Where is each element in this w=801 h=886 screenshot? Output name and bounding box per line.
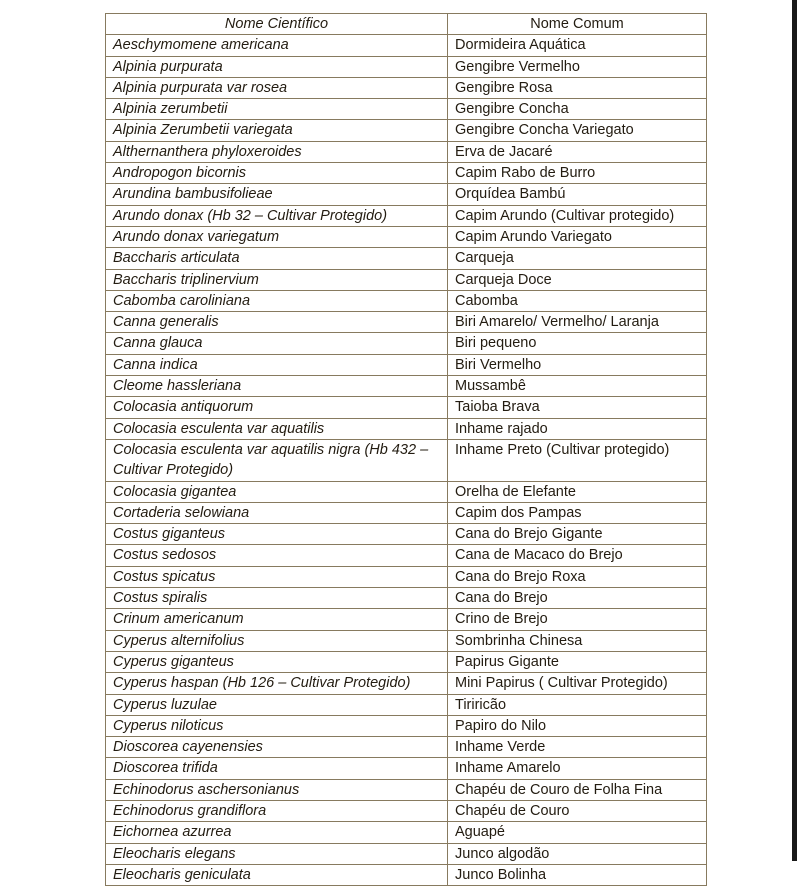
common-name-cell: Capim Rabo de Burro [448,163,707,184]
scientific-name-cell: Echinodorus aschersonianus [106,779,448,800]
table-row [106,864,707,885]
table-row [106,248,707,269]
scientific-name-cell: Alpinia purpurata [106,56,448,77]
scientific-name-cell: Cortaderia selowiana [106,502,448,523]
table-row [106,588,707,609]
common-name-cell: Cana do Brejo [448,588,707,609]
common-name-cell: Gengibre Rosa [448,77,707,98]
common-name-cell: Sombrinha Chinesa [448,630,707,651]
table-row [106,397,707,418]
scientific-name-cell: Cyperus niloticus [106,715,448,736]
table-row [106,737,707,758]
scientific-name-cell: Andropogon bicornis [106,163,448,184]
common-name-cell: Tiriricão [448,694,707,715]
scientific-name-cell: Crinum americanum [106,609,448,630]
common-name-cell: Capim Arundo Variegato [448,226,707,247]
table-row [106,418,707,439]
common-name-cell: Mussambê [448,376,707,397]
scientific-name-cell: Costus sedosos [106,545,448,566]
common-name-cell: Biri Vermelho [448,354,707,375]
page-edge-line [792,0,797,861]
scientific-name-cell: Aeschymomene americana [106,35,448,56]
table-row [106,630,707,651]
common-name-cell: Papirus Gigante [448,651,707,672]
table-row [106,502,707,523]
common-name-cell: Cana do Brejo Gigante [448,524,707,545]
table-row [106,822,707,843]
common-name-cell: Inhame Verde [448,737,707,758]
scientific-name-cell: Alpinia Zerumbetii variegata [106,120,448,141]
common-name-cell: Gengibre Vermelho [448,56,707,77]
scientific-name-cell: Cabomba caroliniana [106,290,448,311]
common-name-cell: Cana do Brejo Roxa [448,566,707,587]
scientific-name-cell: Eleocharis elegans [106,843,448,864]
scientific-name-cell: Eleocharis geniculata [106,864,448,885]
table-row [106,56,707,77]
table-row [106,312,707,333]
table-row [106,77,707,98]
table-row [106,651,707,672]
scientific-name-cell: Baccharis triplinervium [106,269,448,290]
species-table [105,13,707,886]
column-header-common-name: Nome Comum [448,14,707,35]
table-body [106,35,707,886]
scientific-name-cell: Colocasia esculenta var aquatilis nigra (Hb 432 – Cultivar Protegido) [106,439,448,481]
table-row [106,376,707,397]
scientific-name-cell: Colocasia esculenta var aquatilis [106,418,448,439]
table-row [106,843,707,864]
scientific-name-cell: Alpinia purpurata var rosea [106,77,448,98]
common-name-cell: Papiro do Nilo [448,715,707,736]
scientific-name-cell: Costus giganteus [106,524,448,545]
table-header-row [106,14,707,35]
common-name-cell: Inhame rajado [448,418,707,439]
common-name-cell: Cana de Macaco do Brejo [448,545,707,566]
table-row [106,333,707,354]
table-row [106,226,707,247]
common-name-cell: Taioba Brava [448,397,707,418]
scientific-name-cell: Arundo donax variegatum [106,226,448,247]
table-row [106,758,707,779]
common-name-cell: Aguapé [448,822,707,843]
table-row [106,609,707,630]
scientific-name-cell: Alpinia zerumbetii [106,99,448,120]
scientific-name-cell: Arundo donax (Hb 32 – Cultivar Protegido) [106,205,448,226]
common-name-cell: Crino de Brejo [448,609,707,630]
table-row [106,800,707,821]
scientific-name-cell: Dioscorea cayenensies [106,737,448,758]
table-row [106,184,707,205]
table-row [106,120,707,141]
common-name-cell: Junco Bolinha [448,864,707,885]
scientific-name-cell: Costus spiralis [106,588,448,609]
scientific-name-cell: Canna generalis [106,312,448,333]
table-row [106,545,707,566]
common-name-cell: Cabomba [448,290,707,311]
common-name-cell: Biri Amarelo/ Vermelho/ Laranja [448,312,707,333]
table-row [106,99,707,120]
table-row [106,290,707,311]
common-name-cell: Chapéu de Couro de Folha Fina [448,779,707,800]
scientific-name-cell: Canna indica [106,354,448,375]
scientific-name-cell: Cyperus haspan (Hb 126 – Cultivar Protegido) [106,673,448,694]
common-name-cell: Capim dos Pampas [448,502,707,523]
table-row [106,715,707,736]
scientific-name-cell: Cleome hassleriana [106,376,448,397]
common-name-cell: Orquídea Bambú [448,184,707,205]
scientific-name-cell: Dioscorea trifida [106,758,448,779]
common-name-cell: Inhame Amarelo [448,758,707,779]
scientific-name-cell: Eichornea azurrea [106,822,448,843]
scientific-name-cell: Echinodorus grandiflora [106,800,448,821]
common-name-cell: Carqueja Doce [448,269,707,290]
common-name-cell: Orelha de Elefante [448,481,707,502]
common-name-cell: Biri pequeno [448,333,707,354]
common-name-cell: Carqueja [448,248,707,269]
table-row [106,779,707,800]
table-row [106,481,707,502]
table-row [106,205,707,226]
scientific-name-cell: Cyperus giganteus [106,651,448,672]
table-row [106,163,707,184]
scientific-name-cell: Colocasia gigantea [106,481,448,502]
table-row [106,694,707,715]
scientific-name-cell: Canna glauca [106,333,448,354]
common-name-cell: Inhame Preto (Cultivar protegido) [448,439,707,481]
common-name-cell: Mini Papirus ( Cultivar Protegido) [448,673,707,694]
common-name-cell: Erva de Jacaré [448,141,707,162]
column-header-scientific-name: Nome Científico [106,14,448,35]
scientific-name-cell: Althernanthera phyloxeroides [106,141,448,162]
common-name-cell: Capim Arundo (Cultivar protegido) [448,205,707,226]
scientific-name-cell: Cyperus luzulae [106,694,448,715]
scientific-name-cell: Arundina bambusifolieae [106,184,448,205]
scientific-name-cell: Colocasia antiquorum [106,397,448,418]
scientific-name-cell: Cyperus alternifolius [106,630,448,651]
table-row [106,673,707,694]
table-row [106,566,707,587]
scientific-name-cell: Costus spicatus [106,566,448,587]
table-row [106,269,707,290]
table-row [106,524,707,545]
table-row [106,439,707,481]
common-name-cell: Junco algodão [448,843,707,864]
common-name-cell: Gengibre Concha Variegato [448,120,707,141]
table-row [106,354,707,375]
common-name-cell: Gengibre Concha [448,99,707,120]
table-row [106,141,707,162]
table-row [106,35,707,56]
common-name-cell: Chapéu de Couro [448,800,707,821]
common-name-cell: Dormideira Aquática [448,35,707,56]
scientific-name-cell: Baccharis articulata [106,248,448,269]
